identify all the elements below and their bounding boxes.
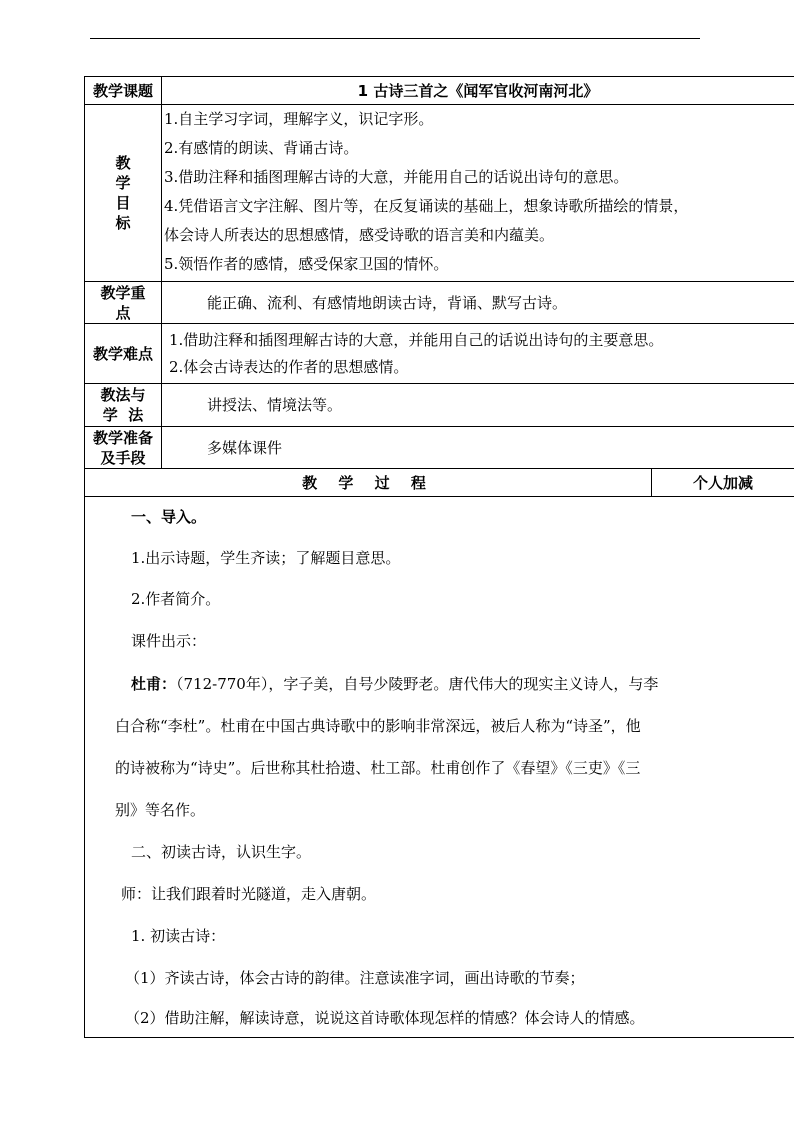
objectives-label-char: 目 bbox=[115, 194, 131, 212]
method-label-line: 教法与 bbox=[100, 386, 146, 404]
objectives-row bbox=[85, 105, 794, 282]
body-paragraph: 1.出示诗题，学生齐读；了解题目意思。 bbox=[131, 549, 401, 567]
objective-item: 3.借助注释和插图理解古诗的大意，并能用自己的话说出诗句的意思。 bbox=[164, 168, 629, 186]
difficulty-label: 教学难点 bbox=[85, 324, 162, 384]
method-label-line: 学 法 bbox=[102, 406, 144, 424]
objectives-list bbox=[162, 105, 794, 282]
difficulty-item: 1.借助注释和插图理解古诗的大意，并能用自己的话说出诗句的主要意思。 bbox=[169, 330, 664, 349]
key-points-label-line: 教学重 bbox=[100, 283, 146, 302]
difficulty-list bbox=[162, 324, 794, 384]
key-points-row bbox=[85, 282, 794, 324]
prep-label bbox=[85, 427, 162, 469]
topic-value: 1 古诗三首之《闻军官收河南河北》 bbox=[162, 77, 794, 105]
objective-item: 2.有感情的朗读、背诵古诗。 bbox=[164, 139, 359, 157]
key-points-value: 能正确、流利、有感情地朗读古诗，背诵、默写古诗。 bbox=[162, 282, 794, 324]
body-paragraph: （1）齐读古诗，体会古诗的韵律。注意读准字词，画出诗歌的节奏； bbox=[125, 969, 585, 987]
body-paragraph: 2.作者简介。 bbox=[131, 590, 221, 608]
prep-row bbox=[85, 427, 794, 469]
objectives-label bbox=[85, 105, 162, 282]
header-rule bbox=[90, 38, 700, 39]
body-paragraph: 1. 初读古诗： bbox=[131, 927, 226, 945]
method-value: 讲授法、情境法等。 bbox=[162, 384, 794, 427]
process-body bbox=[85, 497, 794, 1038]
objectives-label-char: 学 bbox=[115, 174, 131, 192]
objective-item: 体会诗人所表达的思想感情，感受诗歌的语言美和内蕴美。 bbox=[164, 226, 555, 244]
author-intro-text: （712-770年），字子美，自号少陵野老。唐代伟大的现实主义诗人，与李 bbox=[176, 675, 659, 693]
body-paragraph: 师：让我们跟着时光隧道，走入唐朝。 bbox=[121, 885, 377, 903]
topic-row bbox=[85, 77, 794, 105]
method-label bbox=[85, 384, 162, 427]
body-paragraph: （2）借助注解，解读诗意，说说这首诗歌体现怎样的情感？体会诗人的情感。 bbox=[125, 1009, 645, 1027]
process-heading: 教 学 过 程 bbox=[85, 469, 652, 497]
objective-item: 1.自主学习字词，理解字义，识记字形。 bbox=[164, 110, 434, 128]
objective-item: 5.领悟作者的感情，感受保家卫国的情怀。 bbox=[164, 255, 449, 273]
difficulty-item: 2.体会古诗表达的作者的思想感情。 bbox=[169, 357, 409, 376]
body-paragraph: 白合称“李杜”。杜甫在中国古典诗歌中的影响非常深远，被后人称为“诗圣”，他 bbox=[115, 717, 641, 735]
key-points-label-line: 点 bbox=[115, 303, 131, 322]
objectives-label-char: 教 bbox=[115, 154, 131, 172]
lesson-plan-table bbox=[84, 76, 794, 1038]
personal-adjust-heading: 个人加减 bbox=[652, 469, 794, 497]
body-paragraph: 别》等名作。 bbox=[115, 801, 206, 819]
topic-label: 教学课题 bbox=[85, 77, 162, 105]
author-intro-line bbox=[131, 673, 658, 695]
prep-value: 多媒体课件 bbox=[162, 427, 794, 469]
process-body-row bbox=[85, 497, 794, 1038]
difficulty-row bbox=[85, 324, 794, 384]
method-row bbox=[85, 384, 794, 427]
prep-label-line: 教学准备 bbox=[92, 428, 153, 447]
author-name: 杜甫： bbox=[131, 675, 177, 693]
body-paragraph: 课件出示： bbox=[131, 632, 207, 650]
prep-label-line: 及手段 bbox=[100, 448, 146, 467]
process-header-row bbox=[85, 469, 794, 497]
objectives-label-char: 标 bbox=[115, 214, 131, 232]
section-heading-intro: 一、导入。 bbox=[131, 508, 207, 526]
body-paragraph: 的诗被称为“诗史”。后世称其杜拾遗、杜工部。杜甫创作了《春望》《三吏》《三 bbox=[115, 759, 641, 777]
key-points-label bbox=[85, 282, 162, 324]
objective-item: 4.凭借语言文字注解、图片等，在反复诵读的基础上，想象诗歌所描绘的情景， bbox=[164, 197, 689, 215]
section-heading-reading: 二、初读古诗，认识生字。 bbox=[131, 843, 312, 861]
